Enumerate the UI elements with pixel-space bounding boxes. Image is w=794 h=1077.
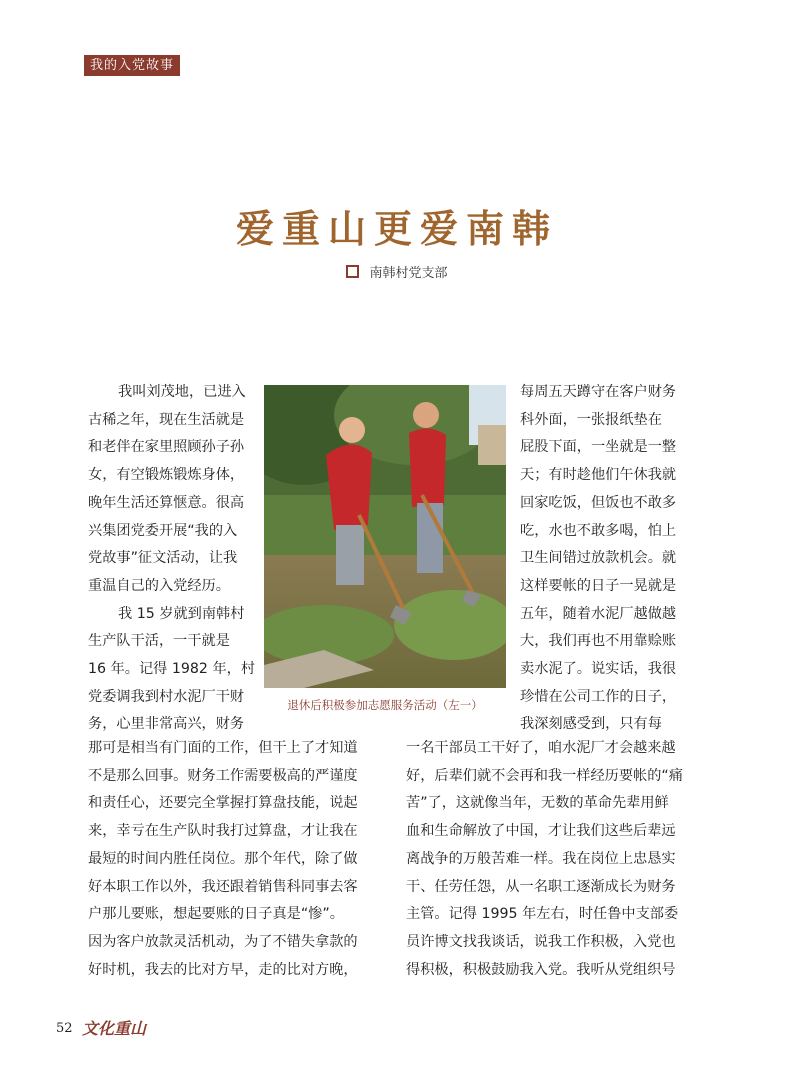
text-line: 好，后辈们就不会再和我一样经历要帐的“痛 [406,767,683,784]
article-photo [264,385,506,688]
text-line: 因为客户放款灵活机动，为了不错失拿款的 [88,933,358,950]
text-line: 得积极，积极鼓励我入党。我听从党组织号 [406,961,676,978]
text-line: 古稀之年，现在生活就是 [88,411,245,428]
text-line: 卖水泥了。说实话，我很 [520,661,677,677]
photo-caption: 退休后积极参加志愿服务活动（左一） [287,698,483,712]
text-line: 苦”了，这就像当年，无数的革命先辈用鲜 [406,795,669,812]
text-line: 户那儿要账，想起要账的日子真是“惨”。 [88,906,344,923]
text-line: 大，我们再也不用靠赊账 [520,633,677,650]
text-line: 女，有空锻炼锻炼身体， [88,467,245,484]
article-title: 爱重山更爱南韩 [235,206,558,251]
magazine-logo: 文化重山 [82,1019,147,1038]
text-line: 五年，随着水泥厂越做越 [520,605,677,622]
text-line: 来，幸亏在生产队时我打过算盘，才让我在 [88,823,358,840]
text-line: 珍惜在公司工作的日子， [520,688,677,705]
text-line: 好时机，我去的比对方早，走的比对方晚， [88,961,358,978]
text-line: 天；有时趁他们午休我就 [520,467,677,484]
text-line: 党委调我到村水泥厂干财 [88,688,245,705]
text-line: 晚年生活还算惬意。很高 [88,494,245,511]
text-line: 不是那么回事。财务工作需要极高的严谨度 [88,767,358,784]
text-line: 科外面，一张报纸垫在 [520,411,662,428]
text-line: 干、任劳任怨，从一名职工逐渐成长为财务 [406,878,676,895]
text-line: 党故事”征文活动，让我 [88,550,238,567]
text-line: 主管。记得 1995 年左右，时任鲁中支部委 [406,906,679,923]
text-line: 那可是相当有门面的工作，但干上了才知道 [88,740,358,756]
text-line: 重温自己的入党经历。 [88,577,230,594]
text-line: 吃，水也不敢多喝，怕上 [520,522,677,539]
text-line: 生产队干活，一干就是 [88,633,230,650]
text-line: 卫生间错过放款机会。就 [520,550,677,567]
text-line: 离战争的万般苦难一样。我在岗位上忠恳实 [406,850,676,867]
byline-author: 南韩村党支部 [369,266,448,281]
text-line: 我 15 岁就到南韩村 [118,605,245,622]
section-label: 我的入党故事 [84,55,180,76]
text-line: 屁股下面，一坐就是一整 [520,439,677,456]
text-line: 16 年。记得 1982 年，村 [88,661,256,677]
text-line: 这样要帐的日子一晃就是 [520,577,677,594]
text-line: 员许博文找我谈话，说我工作积极，入党也 [406,933,676,950]
text-line: 回家吃饭，但饭也不敢多 [520,494,677,511]
text-line: 我叫刘茂地，已进入 [118,384,246,400]
text-line: 兴集团党委开展“我的入 [88,522,238,539]
text-line: 最短的时间内胜任岗位。那个年代，除了做 [88,850,358,867]
text-line: 和责任心，还要完全掌握打算盘技能，说起 [88,795,358,812]
text-line: 我深刻感受到，只有每 [520,716,662,733]
text-line: 好本职工作以外，我还跟着销售科同事去客 [88,878,358,895]
byline [0,262,794,281]
text-line: 一名干部员工干好了，咱水泥厂才会越来越 [406,740,676,756]
text-line: 每周五天蹲守在客户财务 [520,384,677,400]
text-line: 务，心里非常高兴，财务 [88,716,245,733]
text-line: 和老伴在家里照顾孙子孙 [88,439,245,456]
bullet-square-icon [346,265,359,278]
page-number: 52 [56,1021,73,1036]
text-line: 血和生命解放了中国，才让我们这些后辈远 [406,823,676,840]
